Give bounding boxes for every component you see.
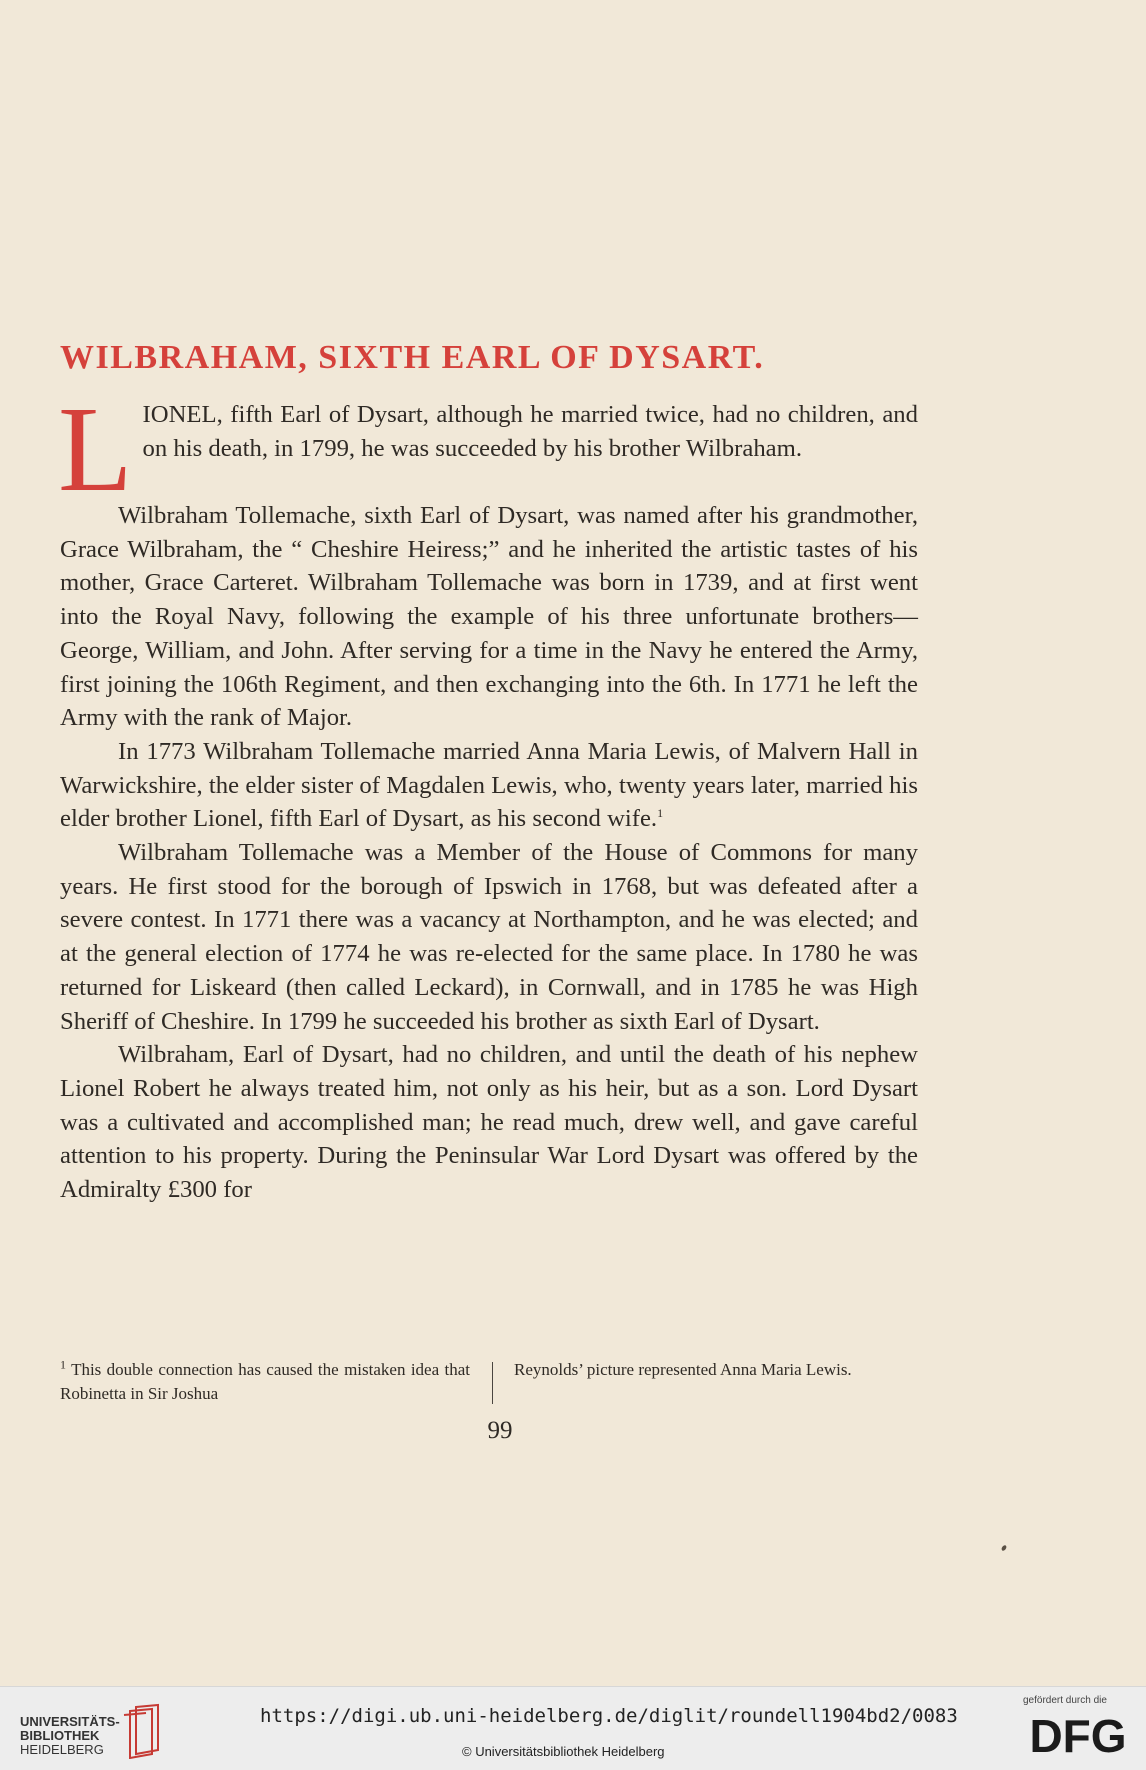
paragraph-3: [60, 735, 918, 836]
footnote-left-column: [60, 1358, 470, 1406]
library-name-line-3: HEIDELBERG: [20, 1742, 104, 1757]
dfg-logo-icon[interactable]: [1020, 1708, 1136, 1760]
permalink-url[interactable]: https://digi.ub.uni-heidelberg.de/diglit/roundell1904bd2/0083: [260, 1705, 958, 1727]
footnote-left-text: This double connection has caused the mistaken idea that Robinetta in Sir Joshua: [60, 1360, 471, 1403]
library-name-line-2: BIBLIOTHEK: [20, 1728, 100, 1743]
paragraph-1-text: IONEL, fifth Earl of Dysart, although he married twice, had no children, and on his death, in 1799, he was succeeded by his brother Wilbraham.: [142, 401, 918, 462]
viewer-footer: [0, 1686, 1146, 1770]
page-number: 99: [487, 1417, 513, 1444]
footnote-right-column: Reynolds’ picture represented Anna Maria Lewis.: [514, 1360, 852, 1379]
chapter-title: WILBRAHAM, SIXTH EARL OF DYSART.: [60, 338, 765, 376]
paragraph-2: Wilbraham Tollemache, sixth Earl of Dysart, was named after his grandmother, Grace Wilbraham, the “ Cheshire Heiress;” and he inherited the artistic tastes of his mother, Grace Carteret. Wilbraham Tollemache was born in 1739, and at first went into the Royal Navy, following the example of his three unfortunate brothers—George, William, and John. After serving for a time in the Navy he entered the Army, first joining the 106th Regiment, and then exchanging into the 6th. In 1771 he left the Army with the rank of Major.: [60, 502, 918, 732]
body-text: [58, 382, 918, 1207]
library-logo-icon[interactable]: [116, 1701, 166, 1759]
drop-cap: L: [58, 382, 133, 517]
footnote-number: 1: [60, 1357, 66, 1372]
paragraph-4: Wilbraham Tollemache was a Member of the House of Commons for many years. He first stood for the borough of Ipswich in 1768, but was defeated after a severe contest. In 1771 there was a vacancy at Northampton, and he was elected; and at the general election of 1774 he was re-elected for the same place. In 1780 he was returned for Liskeard (then called Leckard), in Cornwall, and in 1785 he was High Sheriff of Cheshire. In 1799 he succeeded his brother as sixth Earl of Dysart.: [60, 839, 918, 1035]
paragraph-5: Wilbraham, Earl of Dysart, had no children, and until the death of his nephew Lionel Robert he always treated him, not only as his heir, but as a son. Lord Dysart was a cultivated and accomplished man; he read much, drew well, and gave careful attention to his property. During the Peninsular War Lord Dysart was offered by the Admiralty £300 for: [60, 1041, 918, 1204]
library-name-line-1: UNIVERSITÄTS-: [20, 1714, 120, 1729]
footnote-reference[interactable]: 1: [657, 806, 664, 821]
library-name[interactable]: [20, 1715, 120, 1757]
copyright-notice: © Universitätsbibliothek Heidelberg: [462, 1744, 665, 1759]
ink-speck: [1001, 1544, 1008, 1551]
funding-label: gefördert durch die: [1023, 1695, 1107, 1706]
dfg-logo-text: DFG: [1029, 1710, 1127, 1760]
opening-paragraph: [58, 382, 918, 517]
footnote-column-divider: [492, 1362, 493, 1404]
paragraph-3-text: In 1773 Wilbraham Tollemache married Anna Maria Lewis, of Malvern Hall in Warwickshire, the elder sister of Magdalen Lewis, who, twenty years later, married his elder brother Lionel, fifth Earl of Dysart, as his second wife.: [60, 737, 918, 833]
